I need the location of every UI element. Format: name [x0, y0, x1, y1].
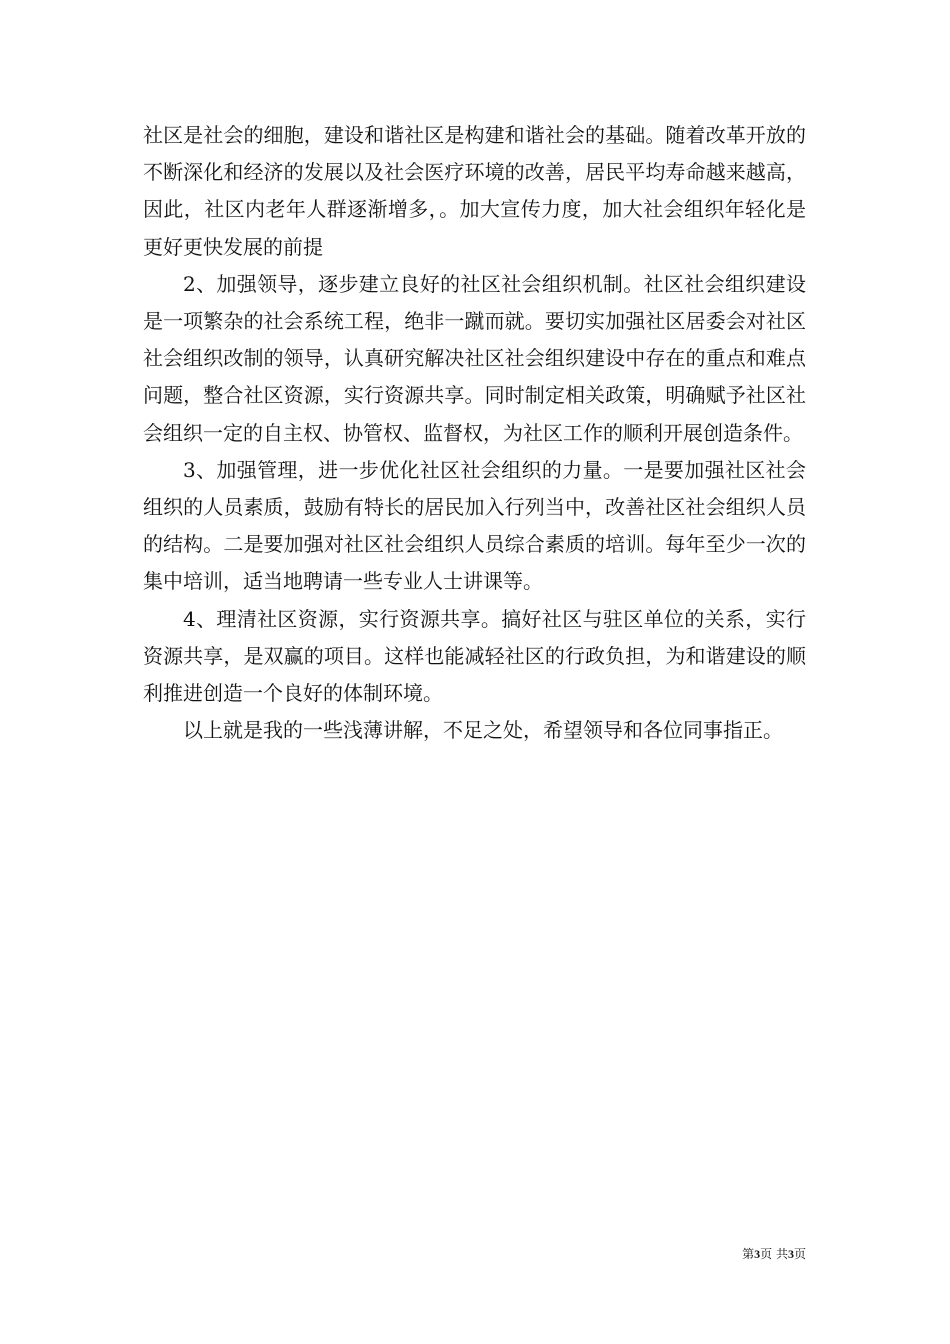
- paragraph-resources: 4、理清社区资源，实行资源共享。搞好社区与驻区单位的关系，实行资源共享，是双赢的项目。这样也能减轻社区的行政负担，为和谐建设的顺利推进创造一个良好的体制环境。: [143, 606, 806, 706]
- page-number-footer: [702, 1244, 806, 1264]
- page-number-prefix: 第: [742, 1247, 755, 1261]
- paragraph-management: 3、加强管理，进一步优化社区社会组织的力量。一是要加强社区社会组织的人员素质，鼓励有特长的居民加入行列当中，改善社区社会组织人员的结构。二是要加强对社区社会组织人员综合素质的培训。每年至少一次的集中培训，适当地聘请一些专业人士讲课等。: [143, 457, 806, 594]
- document-body: [143, 117, 806, 749]
- total-page-number: 3: [787, 1247, 794, 1261]
- paragraph-intro: 社区是社会的细胞，建设和谐社区是构建和谐社会的基础。随着改革开放的不断深化和经济的发展以及社会医疗环境的改善，居民平均寿命越来越高，因此，社区内老年人群逐渐增多，。加大宣传力度，加大社会组织年轻化是更好更快发展的前提: [143, 123, 806, 259]
- page-number-suffix: 页: [793, 1247, 806, 1261]
- current-page-number: 3: [754, 1247, 761, 1261]
- page-number-middle: 页 共: [760, 1247, 788, 1261]
- paragraph-leadership: 2、加强领导，逐步建立良好的社区社会组织机制。社区社会组织建设是一项繁杂的社会系统工程，绝非一蹴而就。要切实加强社区居委会对社区社会组织改制的领导，认真研究解决社区社会组织建设中存在的重点和难点问题，整合社区资源，实行资源共享。同时制定相关政策，明确赋予社区社会组织一定的自主权、协管权、监督权，为社区工作的顺利开展创造条件。: [143, 271, 806, 445]
- paragraph-conclusion: 以上就是我的一些浅薄讲解，不足之处，希望领导和各位同事指正。: [183, 718, 783, 743]
